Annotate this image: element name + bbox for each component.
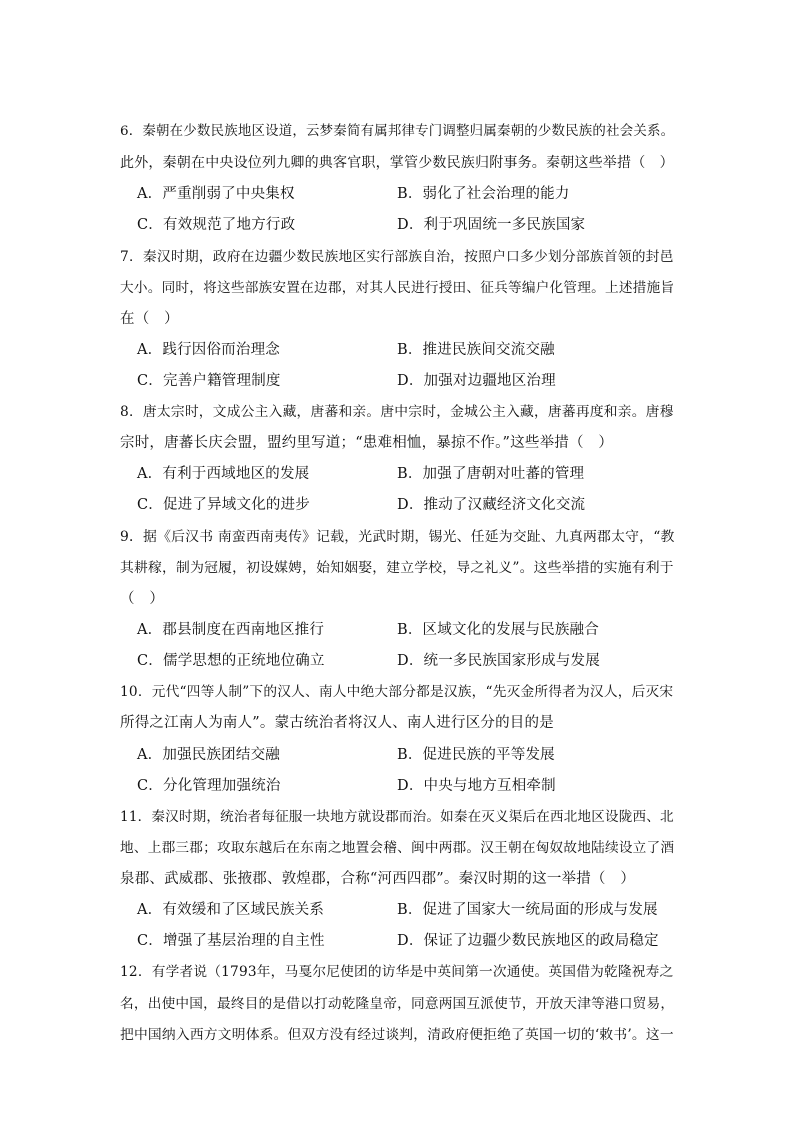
q11-option-c: C．增强了基层治理的自主性 bbox=[137, 933, 325, 949]
q7-option-c: C．完善户籍管理制度 bbox=[137, 373, 281, 389]
q8-option-d: D．推动了汉藏经济文化交流 bbox=[397, 497, 586, 513]
q9-option-d: D．统一多民族国家形成与发展 bbox=[397, 653, 600, 669]
q11-stem-2: 地、上郡三郡；攻取东越后在东南之地置会稽、闽中两郡。汉王朝在匈奴故地陆续设立了酒 bbox=[120, 840, 675, 856]
q9-option-b: B．区域文化的发展与民族融合 bbox=[397, 622, 599, 638]
q10-option-c: C．分化管理加强统治 bbox=[137, 778, 281, 794]
q12-stem-1: 12．有学者说（1793年，马戛尔尼使团的访华是中英间第一次通使。英国借为乾隆祝寿之 bbox=[120, 964, 674, 980]
q10-stem-2: 所得之江南人为南人”。蒙古统治者将汉人、南人进行区分的目的是 bbox=[120, 715, 554, 731]
q11-stem-1: 11．秦汉时期，统治者每征服一块地方就设郡而治。如秦在灭义渠后在西北地区设陇西、北 bbox=[120, 809, 674, 825]
q6-option-c: C．有效规范了地方行政 bbox=[137, 217, 296, 233]
q6-stem-2: 此外，秦朝在中央设位列九卿的典客官职，掌管少数民族归附事务。秦朝这些举措（ ） bbox=[120, 155, 674, 171]
q9-option-c: C．儒学思想的正统地位确立 bbox=[137, 653, 325, 669]
q6-option-a: A．严重削弱了中央集权 bbox=[137, 186, 295, 202]
q11-option-b: B．促进了国家大一统局面的形成与发展 bbox=[397, 902, 658, 918]
q7-stem-2: 大小。同时，将这些部族安置在边郡，对其人民进行授田、征兵等编户化管理。上述措施旨 bbox=[120, 280, 675, 296]
q11-option-d: D．保证了边疆少数民族地区的政局稳定 bbox=[397, 933, 659, 949]
q9-option-a: A．郡县制度在西南地区推行 bbox=[137, 622, 325, 638]
q12-stem-2: 名，出使中国，最终目的是借以打动乾隆皇帝，同意两国互派使节，开放天津等港口贸易， bbox=[120, 996, 675, 1012]
q8-option-b: B．加强了唐朝对吐蕃的管理 bbox=[397, 466, 585, 482]
q9-stem-1: 9．据《后汉书 南蛮西南夷传》记载，光武时期，锡光、任延为交趾、九真两郡太守，“教 bbox=[120, 529, 675, 545]
q11-stem-3: 泉郡、武威郡、张掖郡、敦煌郡，合称“河西四郡”。秦汉时期的这一举措（ ） bbox=[120, 871, 636, 887]
q8-option-c: C．促进了异域文化的进步 bbox=[137, 497, 310, 513]
q10-option-b: B．促进民族的平等发展 bbox=[397, 747, 555, 763]
q12-stem-3: 把中国纳入西方文明体系。但双方没有经过谈判，清政府便拒绝了英国一切的‘敕书’。这一 bbox=[120, 1027, 674, 1043]
q11-option-a: A．有效缓和了区域民族关系 bbox=[137, 902, 325, 918]
q8-stem-1: 8．唐太宗时，文成公主入藏，唐蕃和亲。唐中宗时，金城公主入藏，唐蕃再度和亲。唐穆 bbox=[120, 404, 674, 420]
q7-option-d: D．加强对边疆地区治理 bbox=[397, 373, 556, 389]
q9-stem-2: 其耕稼，制为冠履，初设媒娉，始知姻娶，建立学校，导之礼义”。这些举措的实施有利于 bbox=[120, 560, 674, 576]
q10-option-a: A．加强民族团结交融 bbox=[137, 747, 280, 763]
q7-option-a: A．践行因俗而治理念 bbox=[137, 342, 280, 358]
q7-stem-1: 7．秦汉时期，政府在边疆少数民族地区实行部族自治，按照户口多少划分部族首领的封邑 bbox=[120, 249, 674, 265]
q6-option-b: B．弱化了社会治理的能力 bbox=[397, 186, 570, 202]
q7-stem-3: 在（ ） bbox=[120, 311, 179, 327]
q9-stem-3: （ ） bbox=[120, 591, 165, 607]
q10-option-d: D．中央与地方互相牵制 bbox=[397, 778, 556, 794]
q6-option-d: D．利于巩固统一多民族国家 bbox=[397, 217, 586, 233]
q6-stem-1: 6．秦朝在少数民族地区设道，云梦秦简有属邦律专门调整归属秦朝的少数民族的社会关系。 bbox=[120, 124, 675, 139]
q10-stem-1: 10．元代“四等人制”下的汉人、南人中绝大部分都是汉族，“先灭金所得者为汉人，后灭宋 bbox=[120, 684, 674, 700]
q8-stem-2: 宗时，唐蕃长庆会盟，盟约里写道；“患难相恤，暴掠不作。”这些举措（ ） bbox=[120, 435, 614, 451]
q8-option-a: A．有利于西域地区的发展 bbox=[137, 466, 310, 482]
q7-option-b: B．推进民族间交流交融 bbox=[397, 342, 555, 358]
